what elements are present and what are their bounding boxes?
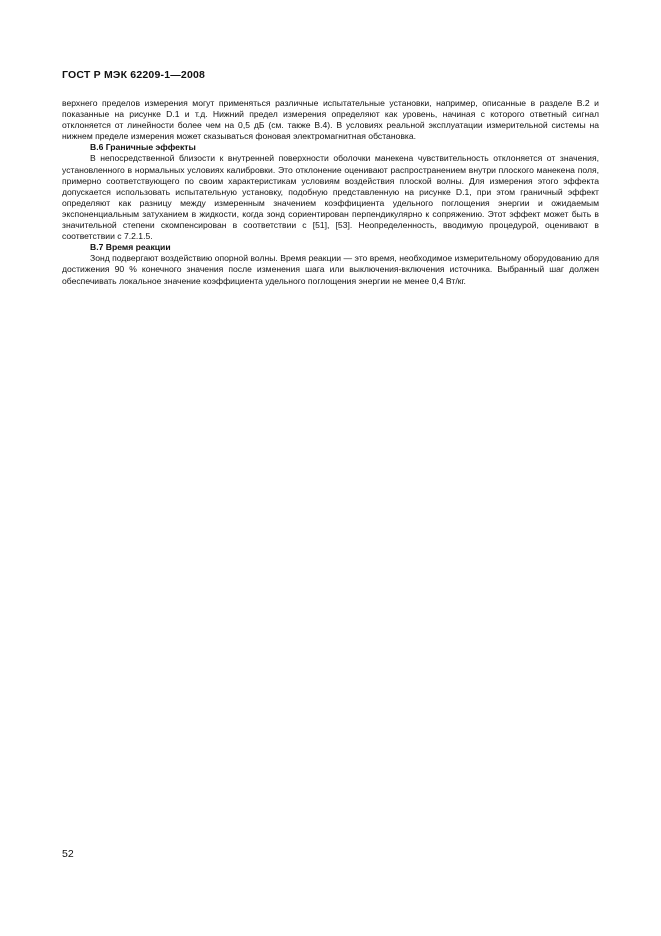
document-body bbox=[62, 98, 599, 287]
page-number: 52 bbox=[62, 848, 74, 860]
document-header: ГОСТ Р МЭК 62209-1—2008 bbox=[62, 69, 206, 81]
section-heading-b6: В.6 Граничные эффекты bbox=[90, 142, 196, 153]
section-heading-b7: В.7 Время реакции bbox=[90, 242, 171, 253]
paragraph-lower-limit: верхнего пределов измерения могут применяться различные испытательные установки, например, описанные в разделе В.2 и показанные на рисунке D.1 и т.д. Нижний предел измерения определяют как уровень, начиная с которого ответный сигнал отклоняется от линейности более чем на 0,5 дБ (см. также В.4). В условиях реальной эксплуатации измерительной системы на нижнем пределе измерения может сказываться фоновая электромагнитная обстановка. bbox=[62, 98, 599, 142]
paragraph-boundary-effects: В непосредственной близости к внутренней поверхности оболочки манекена чувствительность отклоняется от значения, установленного в нормальных условиях калибровки. Это отклонение оценивают распространением внутри плоского манекена поля, примерно соответствующего по своим характеристикам условиям воздействия плоской волны. Для измерения этого эффекта допускается использовать испытательную установку, подобную представленную на рисунке D.1, при этом граничный эффект определяют как разницу между измеренным значением коэффициента удельного поглощения энергии и ожидаемым экспоненциальным затуханием в жидкости, когда зонд сориентирован перпендикулярно к сопряжению. Этот эффект может быть в значительной степени скомпенсирован в соответствии с [51], [53]. Неопределенность, вводимую процедурой, оценивают в соответствии с 7.2.1.5. bbox=[62, 153, 599, 242]
paragraph-response-time: Зонд подвергают воздействию опорной волны. Время реакции — это время, необходимое измерительному оборудованию для достижения 90 % конечного значения после изменения шага или выключения-включения источника. Выбранный шаг должен обеспечивать локальное значение коэффициента удельного поглощения энергии не менее 0,4 Вт/кг. bbox=[62, 253, 599, 286]
